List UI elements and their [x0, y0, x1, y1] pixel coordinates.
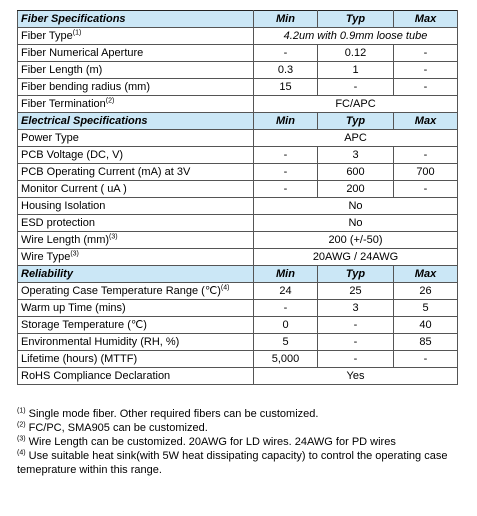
row-label: RoHS Compliance Declaration — [21, 370, 171, 382]
value-cell: - — [394, 147, 458, 164]
footnote-marker: (4) — [220, 284, 230, 292]
row-label-cell — [18, 300, 254, 317]
row-label: PCB Operating Current (mA) at 3V — [21, 166, 191, 178]
table-row — [18, 198, 458, 215]
value-cell: 1 — [318, 62, 394, 79]
row-label: ESD protection — [21, 217, 95, 229]
table-row — [18, 334, 458, 351]
row-label: Storage Temperature (℃) — [21, 319, 147, 331]
value-cell: FC/APC — [254, 96, 458, 113]
table-row — [18, 317, 458, 334]
value-cell: - — [318, 351, 394, 368]
section-title: Electrical Specifications — [18, 113, 254, 130]
table-row — [18, 96, 458, 113]
value-cell: - — [318, 317, 394, 334]
value-cell: - — [254, 300, 318, 317]
value-cell: 4.2um with 0.9mm loose tube — [254, 28, 458, 45]
section-title: Fiber Specifications — [18, 11, 254, 28]
column-header: Max — [394, 266, 458, 283]
table-row — [18, 351, 458, 368]
footnote-marker: (4) — [17, 449, 26, 457]
footnotes — [17, 407, 462, 477]
row-label-cell — [18, 79, 254, 96]
row-label: Fiber Termination — [21, 98, 106, 110]
value-cell: 5 — [394, 300, 458, 317]
value-cell: 0.3 — [254, 62, 318, 79]
row-label: Environmental Humidity (RH, %) — [21, 336, 180, 348]
value-cell: 0.12 — [318, 45, 394, 62]
value-cell: 85 — [394, 334, 458, 351]
row-label: Power Type — [21, 132, 79, 144]
row-label-cell — [18, 283, 254, 300]
column-header: Typ — [318, 11, 394, 28]
value-cell: 3 — [318, 147, 394, 164]
table-row — [18, 45, 458, 62]
table-row — [18, 62, 458, 79]
value-cell: - — [394, 351, 458, 368]
row-label-cell — [18, 317, 254, 334]
row-label: Monitor Current ( uA ) — [21, 183, 127, 195]
value-cell: 5 — [254, 334, 318, 351]
value-cell: No — [254, 215, 458, 232]
section-header-row — [18, 266, 458, 283]
value-cell: - — [254, 147, 318, 164]
table-row — [18, 300, 458, 317]
row-label-cell — [18, 28, 254, 45]
column-header: Typ — [318, 266, 394, 283]
section-header-row — [18, 11, 458, 28]
footnote — [17, 449, 462, 477]
row-label: Fiber Numerical Aperture — [21, 47, 144, 59]
value-cell: - — [318, 79, 394, 96]
footnote-text: Wire Length can be customized. 20AWG for LD wires. 24AWG for PD wires — [25, 436, 396, 448]
value-cell: - — [394, 45, 458, 62]
value-cell: 40 — [394, 317, 458, 334]
section-header-row — [18, 113, 458, 130]
column-header: Min — [254, 11, 318, 28]
value-cell: 700 — [394, 164, 458, 181]
table-row — [18, 28, 458, 45]
value-cell: 200 — [318, 181, 394, 198]
row-label-cell — [18, 334, 254, 351]
row-label: Warm up Time (mins) — [21, 302, 126, 314]
table-row — [18, 147, 458, 164]
value-cell: 200 (+/-50) — [254, 232, 458, 249]
value-cell: 5,000 — [254, 351, 318, 368]
footnote-text: Use suitable heat sink(with 5W heat dissipating capacity) to control the operating case temeprature within this range. — [17, 450, 448, 476]
row-label-cell — [18, 164, 254, 181]
footnote-marker: (3) — [70, 250, 79, 258]
row-label-cell — [18, 351, 254, 368]
table-row — [18, 164, 458, 181]
value-cell: - — [318, 334, 394, 351]
row-label-cell — [18, 96, 254, 113]
specifications-table — [17, 10, 458, 385]
column-header: Max — [394, 113, 458, 130]
row-label-cell — [18, 215, 254, 232]
value-cell: 20AWG / 24AWG — [254, 249, 458, 266]
footnote — [17, 407, 462, 421]
row-label-cell — [18, 147, 254, 164]
row-label-cell — [18, 181, 254, 198]
row-label-cell — [18, 45, 254, 62]
value-cell: APC — [254, 130, 458, 147]
footnote-text: FC/PC, SMA905 can be customized. — [25, 422, 208, 434]
value-cell: 25 — [318, 283, 394, 300]
row-label-cell — [18, 368, 254, 385]
row-label-cell — [18, 249, 254, 266]
row-label-cell — [18, 130, 254, 147]
value-cell: 3 — [318, 300, 394, 317]
column-header: Min — [254, 113, 318, 130]
row-label-cell — [18, 62, 254, 79]
row-label: Fiber Length (m) — [21, 64, 103, 76]
row-label: PCB Voltage (DC, V) — [21, 149, 124, 161]
footnote — [17, 435, 462, 449]
column-header: Min — [254, 266, 318, 283]
table-row — [18, 215, 458, 232]
value-cell: 26 — [394, 283, 458, 300]
footnote — [17, 421, 462, 435]
row-label: Wire Type — [21, 251, 71, 263]
value-cell: - — [394, 62, 458, 79]
table-row — [18, 181, 458, 198]
footnote-marker: (3) — [17, 435, 26, 443]
table-row — [18, 79, 458, 96]
section-title: Reliability — [18, 266, 254, 283]
column-header: Typ — [318, 113, 394, 130]
row-label: Operating Case Temperature Range (℃) — [21, 285, 221, 297]
row-label: Wire Length (mm) — [21, 234, 110, 246]
value-cell: - — [254, 45, 318, 62]
row-label: Fiber bending radius (mm) — [21, 81, 150, 93]
value-cell: - — [394, 181, 458, 198]
value-cell: - — [254, 181, 318, 198]
row-label: Lifetime (hours) (MTTF) — [21, 353, 138, 365]
table-row — [18, 232, 458, 249]
row-label-cell — [18, 198, 254, 215]
footnote-marker: (1) — [72, 29, 82, 37]
value-cell: No — [254, 198, 458, 215]
table-row — [18, 249, 458, 266]
footnote-marker: (3) — [109, 233, 118, 241]
value-cell: 0 — [254, 317, 318, 334]
value-cell: 15 — [254, 79, 318, 96]
value-cell: 24 — [254, 283, 318, 300]
value-cell: - — [394, 79, 458, 96]
footnote-marker: (2) — [17, 421, 26, 429]
footnote-marker: (2) — [105, 97, 115, 105]
value-cell: 600 — [318, 164, 394, 181]
footnote-text: Single mode fiber. Other required fibers can be customized. — [25, 408, 319, 420]
row-label: Fiber Type — [21, 30, 73, 42]
column-header: Max — [394, 11, 458, 28]
row-label: Housing Isolation — [21, 200, 106, 212]
value-cell: Yes — [254, 368, 458, 385]
row-label-cell — [18, 232, 254, 249]
footnote-marker: (1) — [17, 407, 26, 415]
table-row — [18, 130, 458, 147]
table-row — [18, 368, 458, 385]
value-cell: - — [254, 164, 318, 181]
table-row — [18, 283, 458, 300]
